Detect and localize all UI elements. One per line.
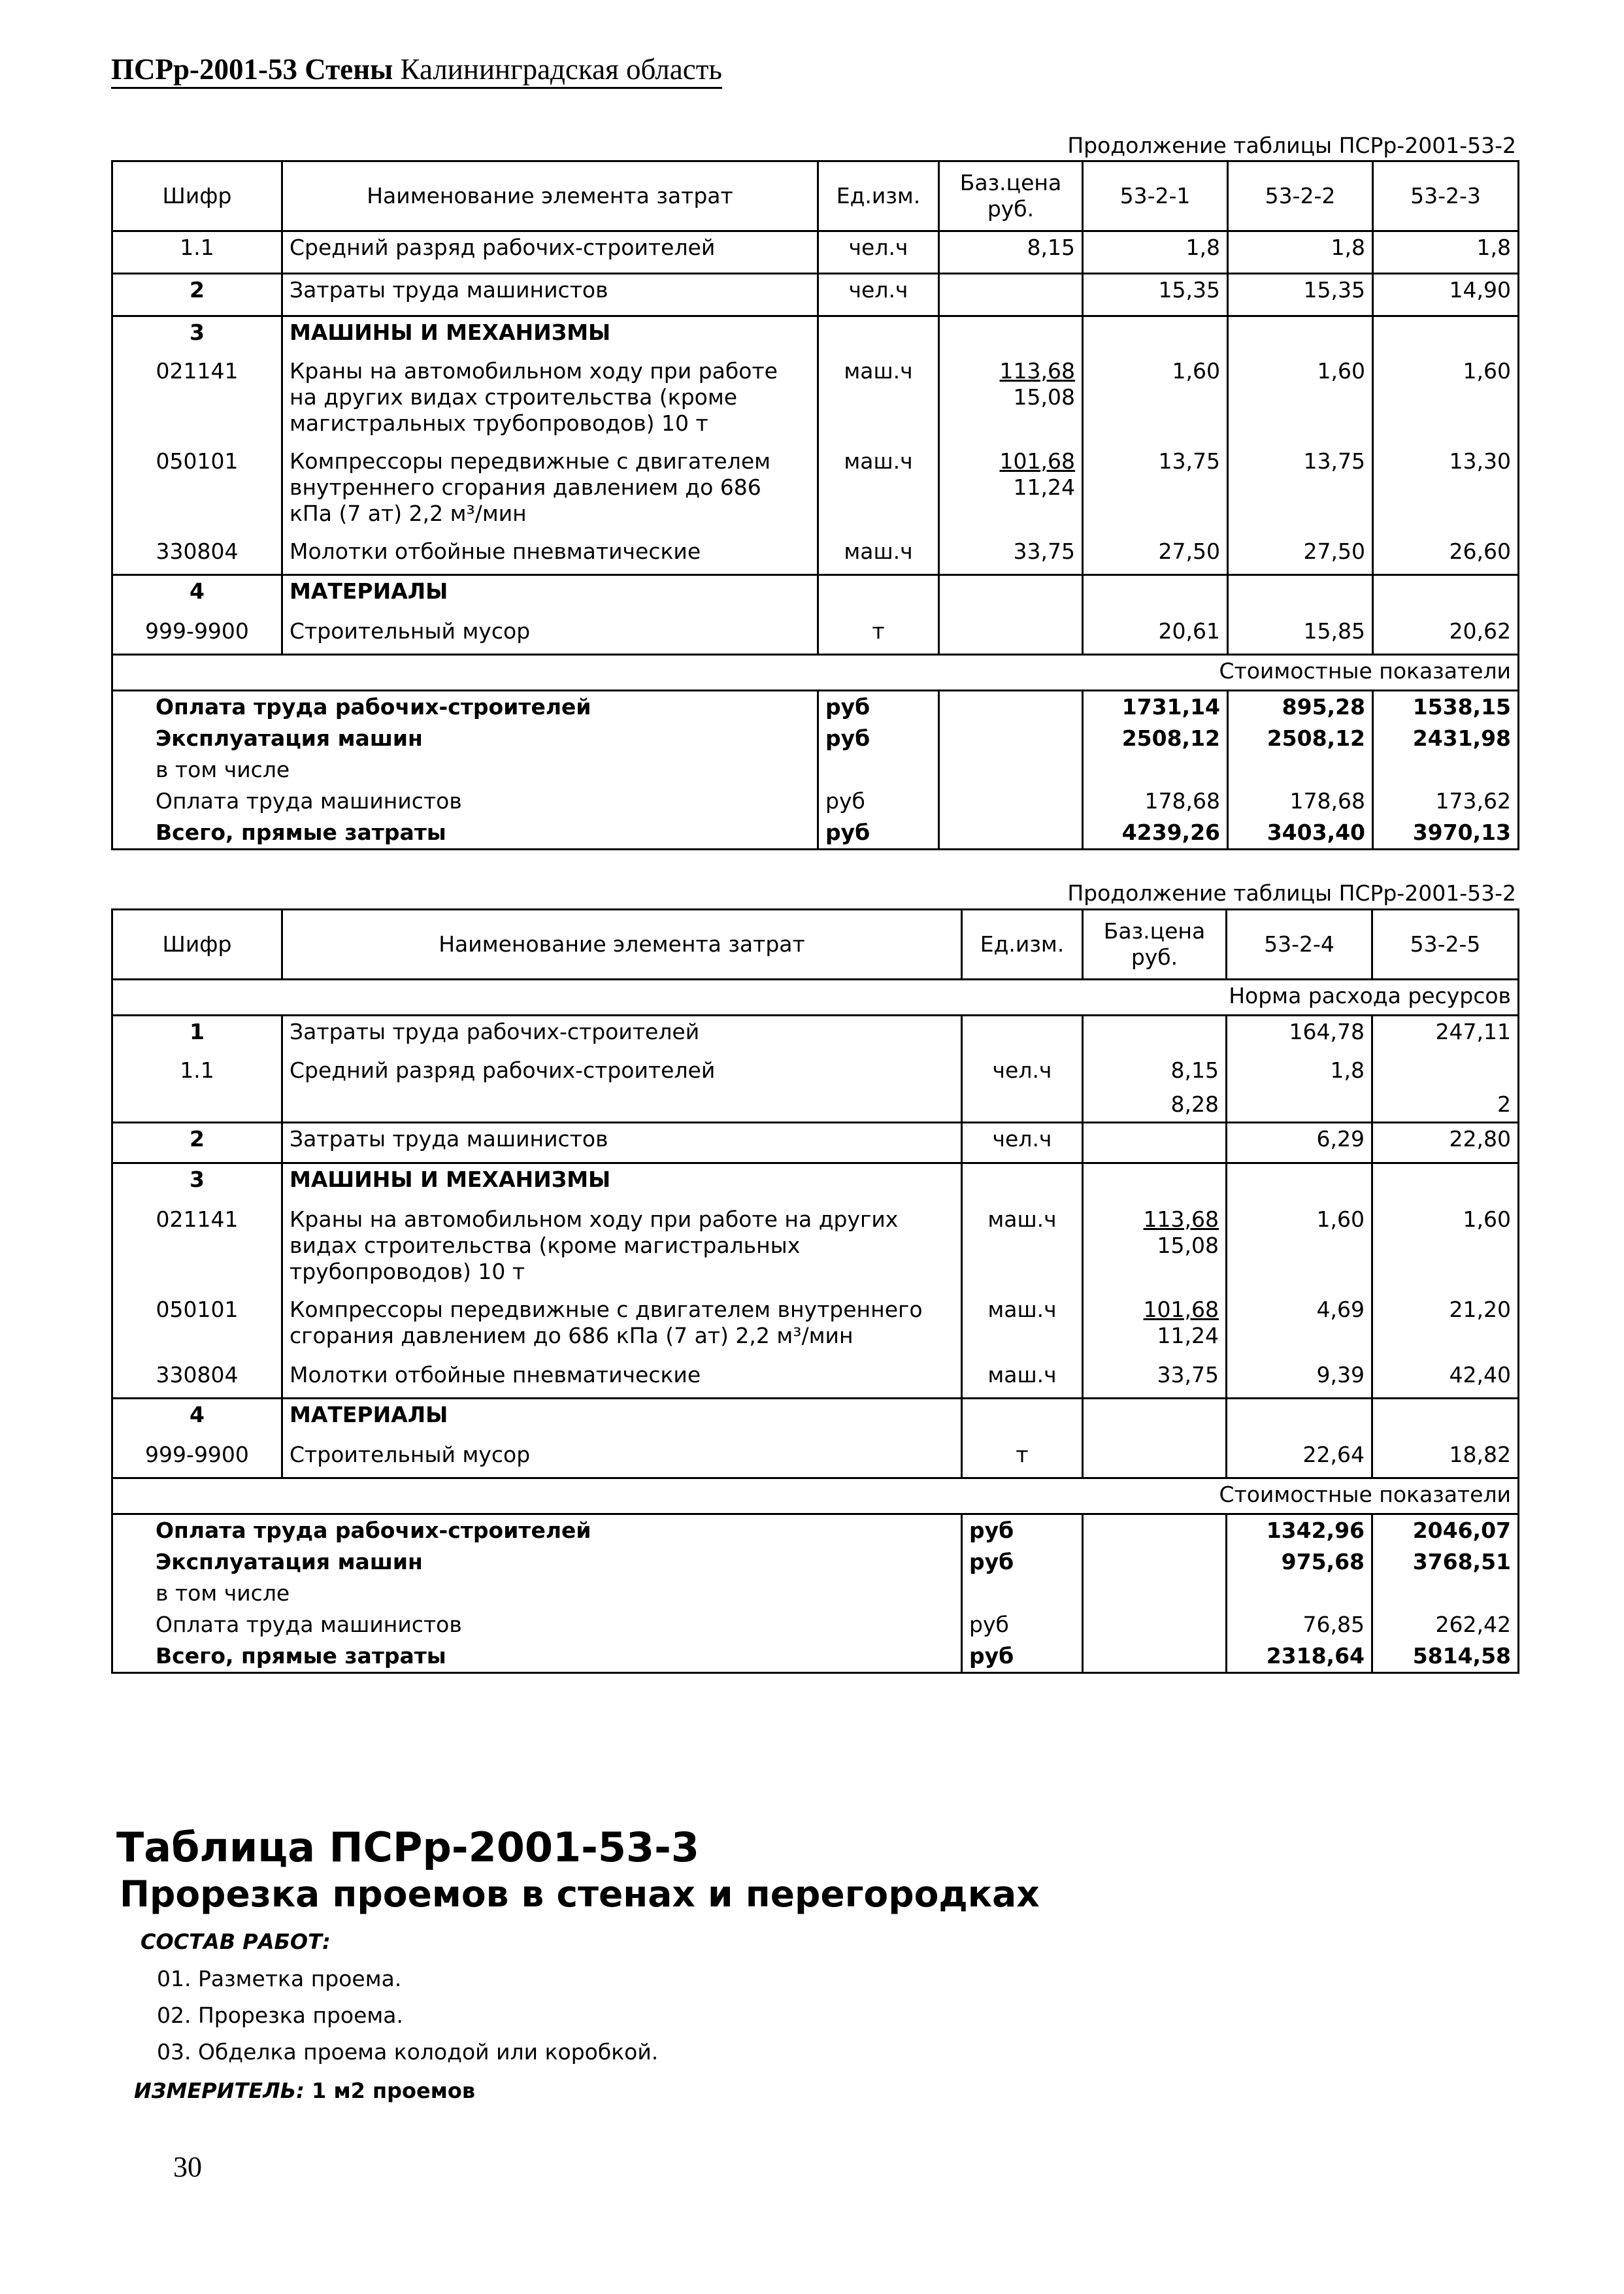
row-code: 2	[112, 274, 282, 316]
col-header-53-2-4: 53-2-4	[1227, 910, 1372, 980]
total-value-53-2-5: 5814,58	[1372, 1640, 1519, 1673]
row-code: 1.1	[112, 1055, 282, 1089]
row-value-53-2-3: 1,60	[1373, 356, 1519, 446]
row-code: 999-9900	[112, 1439, 282, 1478]
row-value-53-2-2: 15,35	[1228, 274, 1373, 316]
price-underlined: 101,68	[1143, 1296, 1219, 1322]
row-name: Краны на автомобильном ходу при работе на других видах строительства (кроме магистральных трубопроводов) 10 т	[282, 356, 818, 446]
total-unit: руб	[962, 1640, 1083, 1673]
row-value-53-2-2: 13,75	[1228, 446, 1373, 536]
row-value-53-2-4: 1,60	[1227, 1204, 1372, 1294]
total-unit: руб	[818, 691, 939, 723]
row-code: 330804	[112, 1359, 282, 1399]
row-code: 3	[112, 316, 282, 356]
col-header-53-2-5: 53-2-5	[1372, 910, 1519, 980]
total-value-53-2-3: 173,62	[1373, 786, 1519, 817]
norm-label: Норма расхода ресурсов	[112, 980, 1519, 1016]
row-value-53-2-3: 20,62	[1373, 616, 1519, 655]
row-code: 1	[112, 1016, 282, 1055]
total-unit: руб	[818, 786, 939, 817]
total-unit: руб	[962, 1546, 1083, 1578]
row-value-53-2-4	[1227, 1089, 1372, 1123]
row-price	[1083, 1439, 1227, 1478]
row-value-53-2-1: 15,35	[1083, 274, 1228, 316]
table2	[111, 908, 1519, 1674]
cost-indicators-band	[112, 1478, 1519, 1514]
row-price: 33,75	[939, 536, 1083, 575]
price-underlined: 113,68	[1143, 1206, 1219, 1232]
col-header-53-2-2: 53-2-2	[1228, 161, 1373, 231]
table-row	[112, 1294, 1519, 1359]
row-name: Затраты труда машинистов	[282, 1123, 962, 1163]
row-code: 4	[112, 575, 282, 616]
measure-value: 1 м2 проемов	[312, 2078, 476, 2103]
section-title: МАШИНЫ И МЕХАНИЗМЫ	[282, 316, 818, 356]
total-label: Эксплуатация машин	[112, 723, 818, 754]
total-label: в том числе	[112, 1578, 962, 1609]
total-value-53-2-1: 1731,14	[1083, 691, 1228, 723]
row-code: 999-9900	[112, 616, 282, 655]
col-header-unit: Ед.изм.	[818, 161, 939, 231]
row-code: 4	[112, 1399, 282, 1439]
row-unit	[962, 1016, 1083, 1055]
row-value-53-2-2: 15,85	[1228, 616, 1373, 655]
row-code: 021141	[112, 1204, 282, 1294]
row-value-53-2-4: 6,29	[1227, 1123, 1372, 1163]
total-row	[112, 1640, 1519, 1673]
total-value-53-2-1: 4239,26	[1083, 817, 1228, 850]
table-row	[112, 446, 1519, 536]
price-secondary: 15,08	[1157, 1232, 1219, 1258]
section-name: Стены	[305, 53, 393, 86]
row-value-53-2-5: 1,60	[1372, 1204, 1519, 1294]
table3-title: Таблица ПСРр-2001-53-3	[116, 1823, 700, 1871]
row-code: 3	[112, 1163, 282, 1204]
row-unit: чел.ч	[818, 274, 939, 316]
row-name: Компрессоры передвижные с двигателем внутреннего сгорания давлением до 686 кПа (7 ат) 2,2 м³/мин	[282, 1294, 962, 1359]
total-value-53-2-2: 2508,12	[1228, 723, 1373, 754]
measure-line	[134, 2078, 475, 2103]
row-name: Строительный мусор	[282, 1439, 962, 1478]
row-value-53-2-5: 42,40	[1372, 1359, 1519, 1399]
row-unit: т	[962, 1439, 1083, 1478]
row-unit: маш.ч	[962, 1204, 1083, 1294]
row-price	[939, 616, 1083, 655]
row-unit: маш.ч	[818, 446, 939, 536]
row-price	[939, 274, 1083, 316]
row-value-53-2-2: 1,8	[1228, 231, 1373, 274]
row-value-53-2-5: 2	[1372, 1089, 1519, 1123]
row-name: Затраты труда рабочих-строителей	[282, 1016, 962, 1055]
row-value-53-2-5: 18,82	[1372, 1439, 1519, 1478]
row-unit: маш.ч	[962, 1294, 1083, 1359]
doc-code: ПСРр-2001-53	[111, 53, 297, 86]
cost-indicators-band	[112, 655, 1519, 691]
work-item: 01. Разметка проема.	[157, 1966, 402, 1991]
running-header	[111, 52, 722, 86]
row-value-53-2-2: 1,60	[1228, 356, 1373, 446]
total-value-53-2-1: 2508,12	[1083, 723, 1228, 754]
page-number: 30	[173, 2151, 202, 2183]
total-value-53-2-2: 3403,40	[1228, 817, 1373, 850]
row-code: 1.1	[112, 231, 282, 274]
section-row-machines	[112, 1163, 1519, 1204]
row-value-53-2-1: 1,60	[1083, 356, 1228, 446]
cost-indicators-label: Стоимостные показатели	[112, 655, 1519, 691]
section-title: МАТЕРИАЛЫ	[282, 575, 818, 616]
table-row	[112, 1123, 1519, 1163]
total-value-53-2-5: 2046,07	[1372, 1514, 1519, 1547]
col-header-53-2-3: 53-2-3	[1373, 161, 1519, 231]
price-secondary: 11,24	[1157, 1322, 1219, 1348]
price-secondary: 15,08	[1013, 384, 1075, 410]
total-label: в том числе	[112, 754, 818, 786]
row-price	[1083, 1294, 1227, 1359]
row-value-53-2-4: 9,39	[1227, 1359, 1372, 1399]
row-unit: маш.ч	[962, 1359, 1083, 1399]
col-header-name: Наименование элемента затрат	[282, 910, 962, 980]
table-row	[112, 356, 1519, 446]
row-value-53-2-5: 22,80	[1372, 1123, 1519, 1163]
total-row	[112, 1609, 1519, 1640]
price-underlined: 101,68	[999, 448, 1075, 474]
row-price: 33,75	[1083, 1359, 1227, 1399]
row-price	[1083, 1123, 1227, 1163]
row-code: 050101	[112, 446, 282, 536]
table1	[111, 160, 1519, 850]
price-underlined: 113,68	[999, 357, 1075, 384]
row-name: Краны на автомобильном ходу при работе на других видах строительства (кроме магистральных трубопроводов) 10 т	[282, 1204, 962, 1294]
row-value-53-2-4: 22,64	[1227, 1439, 1372, 1478]
total-value-53-2-2: 895,28	[1228, 691, 1373, 723]
row-code: 2	[112, 1123, 282, 1163]
table-row	[112, 231, 1519, 274]
table-row	[112, 1055, 1519, 1089]
row-unit: чел.ч	[818, 231, 939, 274]
total-label: Оплата труда рабочих-строителей	[112, 691, 818, 723]
row-name: Компрессоры передвижные с двигателем внутреннего сгорания давлением до 686 кПа (7 ат) 2,2 м³/мин	[282, 446, 818, 536]
row-value-53-2-3: 14,90	[1373, 274, 1519, 316]
col-header-name: Наименование элемента затрат	[282, 161, 818, 231]
row-name: Молотки отбойные пневматические	[282, 1359, 962, 1399]
total-unit: руб	[818, 817, 939, 850]
total-value-53-2-3: 3970,13	[1373, 817, 1519, 850]
row-value-53-2-1: 27,50	[1083, 536, 1228, 575]
row-unit: маш.ч	[818, 356, 939, 446]
row-price	[1083, 1204, 1227, 1294]
row-value-53-2-3: 26,60	[1373, 536, 1519, 575]
total-label: Оплата труда рабочих-строителей	[112, 1514, 962, 1547]
total-row	[112, 723, 1519, 754]
row-price: 8,28	[1083, 1089, 1227, 1123]
total-value-53-2-4: 975,68	[1227, 1546, 1372, 1578]
row-value-53-2-1: 1,8	[1083, 231, 1228, 274]
total-value-53-2-4: 1342,96	[1227, 1514, 1372, 1547]
work-item: 03. Обделка проема колодой или коробкой.	[157, 2039, 659, 2065]
row-price	[1083, 1016, 1227, 1055]
col-header-code: Шифр	[112, 161, 282, 231]
price-secondary: 11,24	[1013, 474, 1075, 500]
table-row	[112, 274, 1519, 316]
total-value-53-2-3: 1538,15	[1373, 691, 1519, 723]
total-unit: руб	[962, 1514, 1083, 1547]
row-name: Средний разряд рабочих-строителей	[282, 1055, 962, 1089]
row-value-53-2-5: 247,11	[1372, 1016, 1519, 1055]
total-value-53-2-2: 178,68	[1228, 786, 1373, 817]
col-header-53-2-1: 53-2-1	[1083, 161, 1228, 231]
row-value-53-2-1: 13,75	[1083, 446, 1228, 536]
total-row	[112, 1546, 1519, 1578]
row-price: 8,15	[1083, 1055, 1227, 1089]
row-name: Затраты труда машинистов	[282, 274, 818, 316]
row-unit: т	[818, 616, 939, 655]
row-unit: чел.ч	[962, 1055, 1083, 1089]
section-title: МАШИНЫ И МЕХАНИЗМЫ	[282, 1163, 962, 1204]
total-label: Оплата труда машинистов	[112, 1609, 962, 1640]
row-code: 021141	[112, 356, 282, 446]
table3-subtitle: Прорезка проемов в стенах и перегородках	[120, 1873, 1040, 1915]
row-code: 050101	[112, 1294, 282, 1359]
table-row	[112, 1359, 1519, 1399]
total-row	[112, 817, 1519, 850]
total-row	[112, 1514, 1519, 1547]
total-unit: руб	[818, 723, 939, 754]
norm-band	[112, 980, 1519, 1016]
total-row	[112, 691, 1519, 723]
measure-label: ИЗМЕРИТЕЛЬ:	[134, 2078, 305, 2103]
total-unit: руб	[962, 1609, 1083, 1640]
row-value-53-2-4: 164,78	[1227, 1016, 1372, 1055]
table2-continuation-label: Продолжение таблицы ПСРр-2001-53-2	[1067, 880, 1516, 906]
section-row-materials	[112, 1399, 1519, 1439]
row-price	[939, 446, 1083, 536]
table-row	[112, 616, 1519, 655]
work-composition-heading: СОСТАВ РАБОТ:	[141, 1929, 331, 1954]
total-value-53-2-3: 2431,98	[1373, 723, 1519, 754]
total-label: Всего, прямые затраты	[112, 817, 818, 850]
total-label: Эксплуатация машин	[112, 1546, 962, 1578]
cost-indicators-label: Стоимостные показатели	[112, 1478, 1519, 1514]
section-row-machines	[112, 316, 1519, 356]
work-item: 02. Прорезка проема.	[157, 2003, 403, 2028]
row-value-53-2-2: 27,50	[1228, 536, 1373, 575]
row-value-53-2-3: 13,30	[1373, 446, 1519, 536]
row-value-53-2-4: 1,8	[1227, 1055, 1372, 1089]
row-value-53-2-5: 21,20	[1372, 1294, 1519, 1359]
total-row-subheading	[112, 754, 1519, 786]
region-name: Калининградская область	[400, 53, 722, 86]
section-title: МАТЕРИАЛЫ	[282, 1399, 962, 1439]
row-value-53-2-4: 4,69	[1227, 1294, 1372, 1359]
table1-continuation-label: Продолжение таблицы ПСРр-2001-53-2	[1067, 133, 1516, 158]
row-unit: маш.ч	[818, 536, 939, 575]
total-value-53-2-4: 76,85	[1227, 1609, 1372, 1640]
section-row-materials	[112, 575, 1519, 616]
table-row	[112, 1089, 1519, 1123]
row-unit: чел.ч	[962, 1123, 1083, 1163]
total-label: Оплата труда машинистов	[112, 786, 818, 817]
row-price: 8,15	[939, 231, 1083, 274]
col-header-price: Баз.цена руб.	[1083, 910, 1227, 980]
total-label: Всего, прямые затраты	[112, 1640, 962, 1673]
total-row	[112, 786, 1519, 817]
row-value-53-2-3: 1,8	[1373, 231, 1519, 274]
table-row	[112, 536, 1519, 575]
total-value-53-2-4: 2318,64	[1227, 1640, 1372, 1673]
table-row	[112, 1204, 1519, 1294]
table-row	[112, 1016, 1519, 1055]
col-header-unit: Ед.изм.	[962, 910, 1083, 980]
total-value-53-2-5: 262,42	[1372, 1609, 1519, 1640]
col-header-price: Баз.цена руб.	[939, 161, 1083, 231]
total-value-53-2-5: 3768,51	[1372, 1546, 1519, 1578]
table-row	[112, 1439, 1519, 1478]
row-value-53-2-5	[1372, 1055, 1519, 1089]
row-value-53-2-1: 20,61	[1083, 616, 1228, 655]
row-code: 330804	[112, 536, 282, 575]
total-value-53-2-1: 178,68	[1083, 786, 1228, 817]
col-header-code: Шифр	[112, 910, 282, 980]
row-name: Строительный мусор	[282, 616, 818, 655]
table2-header-row	[112, 910, 1519, 980]
table1-header-row	[112, 161, 1519, 231]
total-row-subheading	[112, 1578, 1519, 1609]
row-name: Молотки отбойные пневматические	[282, 536, 818, 575]
row-name: Средний разряд рабочих-строителей	[282, 231, 818, 274]
row-price	[939, 356, 1083, 446]
